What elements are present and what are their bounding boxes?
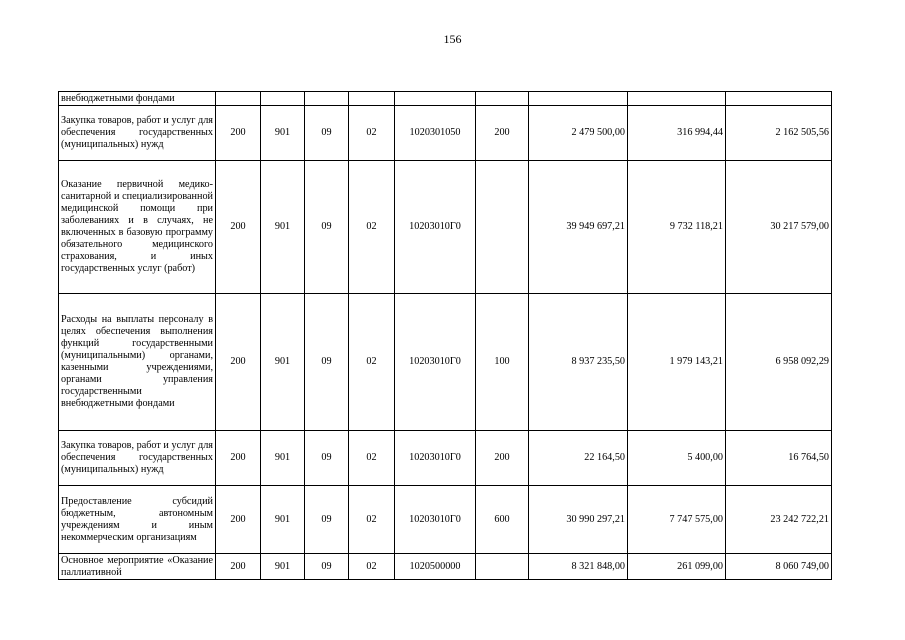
cell-approved: 22 164,50 bbox=[529, 431, 628, 486]
cell-remainder bbox=[726, 92, 832, 106]
cell-target-article bbox=[395, 92, 476, 106]
cell-subsection: 02 bbox=[349, 554, 395, 580]
cell-admin-code: 200 bbox=[216, 431, 261, 486]
cell-expense-type: 200 bbox=[476, 431, 529, 486]
row-description: Предоставление субсидий бюджетным, автономным учреждениям и иным некоммерческим организациям bbox=[59, 486, 216, 554]
cell-approved: 8 321 848,00 bbox=[529, 554, 628, 580]
cell-remainder: 6 958 092,29 bbox=[726, 294, 832, 431]
cell-section: 09 bbox=[305, 294, 349, 431]
cell-expense-type bbox=[476, 161, 529, 294]
row-description: Основное мероприятие «Оказание паллиативной bbox=[59, 554, 216, 580]
cell-remainder: 16 764,50 bbox=[726, 431, 832, 486]
cell-approved: 2 479 500,00 bbox=[529, 106, 628, 161]
cell-section: 09 bbox=[305, 554, 349, 580]
cell-executed: 316 994,44 bbox=[628, 106, 726, 161]
cell-ministry-code: 901 bbox=[261, 106, 305, 161]
cell-target-article: 10203010Г0 bbox=[395, 431, 476, 486]
row-description: Оказание первичной медико-санитарной и специализированной медицинской помощи при заболеваниях и в случаях, не включенных в базовую программу обязательного медицинского страхования, и иных государственных услуг (работ) bbox=[59, 161, 216, 294]
cell-target-article: 10203010Г0 bbox=[395, 294, 476, 431]
table-row bbox=[59, 161, 832, 294]
cell-section: 09 bbox=[305, 106, 349, 161]
cell-target-article: 1020301050 bbox=[395, 106, 476, 161]
cell-expense-type: 200 bbox=[476, 106, 529, 161]
cell-approved: 30 990 297,21 bbox=[529, 486, 628, 554]
cell-executed: 1 979 143,21 bbox=[628, 294, 726, 431]
table-row bbox=[59, 106, 832, 161]
cell-admin-code: 200 bbox=[216, 106, 261, 161]
cell-executed: 7 747 575,00 bbox=[628, 486, 726, 554]
cell-subsection bbox=[349, 92, 395, 106]
cell-expense-type bbox=[476, 92, 529, 106]
cell-target-article: 10203010Г0 bbox=[395, 486, 476, 554]
cell-subsection: 02 bbox=[349, 486, 395, 554]
cell-approved: 8 937 235,50 bbox=[529, 294, 628, 431]
cell-section bbox=[305, 92, 349, 106]
cell-remainder: 30 217 579,00 bbox=[726, 161, 832, 294]
cell-expense-type: 100 bbox=[476, 294, 529, 431]
table-row bbox=[59, 294, 832, 431]
page-number: 156 bbox=[443, 32, 462, 46]
cell-ministry-code: 901 bbox=[261, 431, 305, 486]
row-description: Закупка товаров, работ и услуг для обеспечения государственных (муниципальных) нужд bbox=[59, 431, 216, 486]
budget-table bbox=[58, 91, 832, 580]
cell-admin-code: 200 bbox=[216, 161, 261, 294]
cell-executed bbox=[628, 92, 726, 106]
row-description: Закупка товаров, работ и услуг для обеспечения государственных (муниципальных) нужд bbox=[59, 106, 216, 161]
cell-subsection: 02 bbox=[349, 294, 395, 431]
cell-subsection: 02 bbox=[349, 431, 395, 486]
cell-ministry-code: 901 bbox=[261, 554, 305, 580]
cell-section: 09 bbox=[305, 161, 349, 294]
cell-ministry-code: 901 bbox=[261, 161, 305, 294]
cell-remainder: 8 060 749,00 bbox=[726, 554, 832, 580]
row-description: внебюджетными фондами bbox=[59, 92, 216, 106]
cell-admin-code: 200 bbox=[216, 486, 261, 554]
cell-executed: 261 099,00 bbox=[628, 554, 726, 580]
cell-admin-code: 200 bbox=[216, 294, 261, 431]
cell-remainder: 23 242 722,21 bbox=[726, 486, 832, 554]
cell-approved: 39 949 697,21 bbox=[529, 161, 628, 294]
cell-ministry-code bbox=[261, 92, 305, 106]
table-row bbox=[59, 486, 832, 554]
cell-section: 09 bbox=[305, 431, 349, 486]
cell-ministry-code: 901 bbox=[261, 294, 305, 431]
cell-approved bbox=[529, 92, 628, 106]
cell-admin-code bbox=[216, 92, 261, 106]
cell-expense-type: 600 bbox=[476, 486, 529, 554]
cell-executed: 9 732 118,21 bbox=[628, 161, 726, 294]
cell-expense-type bbox=[476, 554, 529, 580]
cell-executed: 5 400,00 bbox=[628, 431, 726, 486]
cell-ministry-code: 901 bbox=[261, 486, 305, 554]
cell-subsection: 02 bbox=[349, 161, 395, 294]
cell-section: 09 bbox=[305, 486, 349, 554]
row-description: Расходы на выплаты персоналу в целях обеспечения выполнения функций государственными (муниципальными) органами, казенными учреждениями, органами управления государственными внебюджетными фондами bbox=[59, 294, 216, 431]
cell-remainder: 2 162 505,56 bbox=[726, 106, 832, 161]
cell-subsection: 02 bbox=[349, 106, 395, 161]
table-row bbox=[59, 554, 832, 580]
cell-target-article: 10203010Г0 bbox=[395, 161, 476, 294]
table-row bbox=[59, 431, 832, 486]
table-row bbox=[59, 92, 832, 106]
cell-target-article: 1020500000 bbox=[395, 554, 476, 580]
cell-admin-code: 200 bbox=[216, 554, 261, 580]
